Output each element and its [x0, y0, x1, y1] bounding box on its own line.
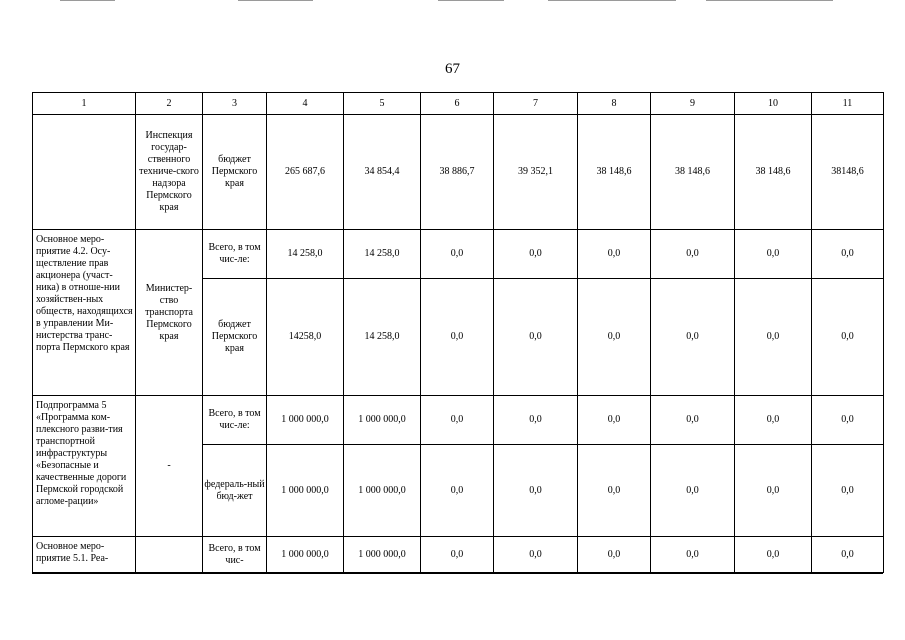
- measure-cell: [33, 115, 136, 230]
- value-cell: 0,0: [578, 445, 651, 537]
- value-cell: 0,0: [421, 279, 494, 396]
- funding-source-cell: Всего, в том чис-ле:: [203, 396, 267, 445]
- top-rule: [238, 0, 313, 1]
- value-cell: 39 352,1: [494, 115, 578, 230]
- value-cell: 14 258,0: [344, 279, 421, 396]
- header-cell: 11: [812, 93, 884, 115]
- value-cell: 0,0: [735, 537, 812, 573]
- header-cell: 4: [267, 93, 344, 115]
- value-cell: 0,0: [651, 230, 735, 279]
- value-cell: 0,0: [812, 537, 884, 573]
- top-rule: [548, 0, 676, 1]
- page-bottom-mask: [0, 573, 905, 640]
- value-cell: 0,0: [812, 230, 884, 279]
- table-row: [33, 115, 884, 230]
- value-cell: 0,0: [578, 537, 651, 573]
- top-rule: [706, 0, 833, 1]
- value-cell: 38148,6: [812, 115, 884, 230]
- organization-cell: Министер-ство транспорта Пермского края: [136, 230, 203, 396]
- top-rule: [438, 0, 504, 1]
- table-row: [33, 230, 884, 279]
- measure-cell: Подпрограмма 5 «Программа ком-плексного разви-тия транспортной инфраструктуры «Безопасные и качественные дороги Пермской городской агломе-рации»: [33, 396, 136, 537]
- value-cell: 0,0: [421, 396, 494, 445]
- value-cell: 0,0: [578, 396, 651, 445]
- value-cell: 0,0: [651, 537, 735, 573]
- value-cell: 0,0: [494, 230, 578, 279]
- value-cell: 0,0: [494, 279, 578, 396]
- value-cell: 0,0: [812, 396, 884, 445]
- value-cell: 1 000 000,0: [344, 396, 421, 445]
- organization-cell: [136, 537, 203, 573]
- value-cell: 0,0: [421, 537, 494, 573]
- table-bottom-border: [32, 573, 883, 574]
- value-cell: 14 258,0: [267, 230, 344, 279]
- header-cell: 2: [136, 93, 203, 115]
- value-cell: 0,0: [735, 445, 812, 537]
- value-cell: 0,0: [651, 445, 735, 537]
- value-cell: 38 148,6: [735, 115, 812, 230]
- funding-source-cell: бюджет Пермского края: [203, 115, 267, 230]
- header-cell: 8: [578, 93, 651, 115]
- value-cell: 1 000 000,0: [267, 445, 344, 537]
- header-cell: 5: [344, 93, 421, 115]
- measure-cell: Основное меро-приятие 4.2. Осу-ществление прав акционера (участ-ника) в отноше-нии хозяйствен-ных обществ, находящихся в управлении Ми-нистерства транс-порта Пермского края: [33, 230, 136, 396]
- value-cell: 14 258,0: [344, 230, 421, 279]
- value-cell: 0,0: [494, 537, 578, 573]
- value-cell: 1 000 000,0: [267, 537, 344, 573]
- header-cell: 3: [203, 93, 267, 115]
- value-cell: 14258,0: [267, 279, 344, 396]
- funding-source-cell: Всего, в том чис-: [203, 537, 267, 573]
- value-cell: 0,0: [735, 279, 812, 396]
- value-cell: 38 148,6: [651, 115, 735, 230]
- value-cell: 1 000 000,0: [267, 396, 344, 445]
- value-cell: 0,0: [651, 279, 735, 396]
- header-cell: 7: [494, 93, 578, 115]
- value-cell: 0,0: [735, 396, 812, 445]
- header-cell: 10: [735, 93, 812, 115]
- value-cell: 0,0: [578, 279, 651, 396]
- value-cell: 0,0: [735, 230, 812, 279]
- header-cell: 6: [421, 93, 494, 115]
- value-cell: 0,0: [812, 445, 884, 537]
- value-cell: 0,0: [578, 230, 651, 279]
- table-row: [33, 396, 884, 445]
- value-cell: 1 000 000,0: [344, 537, 421, 573]
- funding-source-cell: федераль-ный бюд-жет: [203, 445, 267, 537]
- value-cell: 38 148,6: [578, 115, 651, 230]
- value-cell: 0,0: [651, 396, 735, 445]
- value-cell: 0,0: [494, 445, 578, 537]
- value-cell: 0,0: [812, 279, 884, 396]
- budget-table: [32, 92, 884, 573]
- value-cell: 38 886,7: [421, 115, 494, 230]
- measure-cell: Основное меро-приятие 5.1. Реа-: [33, 537, 136, 573]
- organization-cell: Инспекция государ-ственного техниче-ского надзора Пермского края: [136, 115, 203, 230]
- value-cell: 34 854,4: [344, 115, 421, 230]
- value-cell: 0,0: [421, 230, 494, 279]
- top-rule: [60, 0, 115, 1]
- table-row: [33, 537, 884, 573]
- funding-source-cell: бюджет Пермского края: [203, 279, 267, 396]
- header-row: [33, 93, 884, 115]
- page-number: 67: [445, 61, 460, 77]
- funding-source-cell: Всего, в том чис-ле:: [203, 230, 267, 279]
- organization-cell: -: [136, 396, 203, 537]
- value-cell: 1 000 000,0: [344, 445, 421, 537]
- header-cell: 1: [33, 93, 136, 115]
- value-cell: 0,0: [421, 445, 494, 537]
- value-cell: 0,0: [494, 396, 578, 445]
- value-cell: 265 687,6: [267, 115, 344, 230]
- header-cell: 9: [651, 93, 735, 115]
